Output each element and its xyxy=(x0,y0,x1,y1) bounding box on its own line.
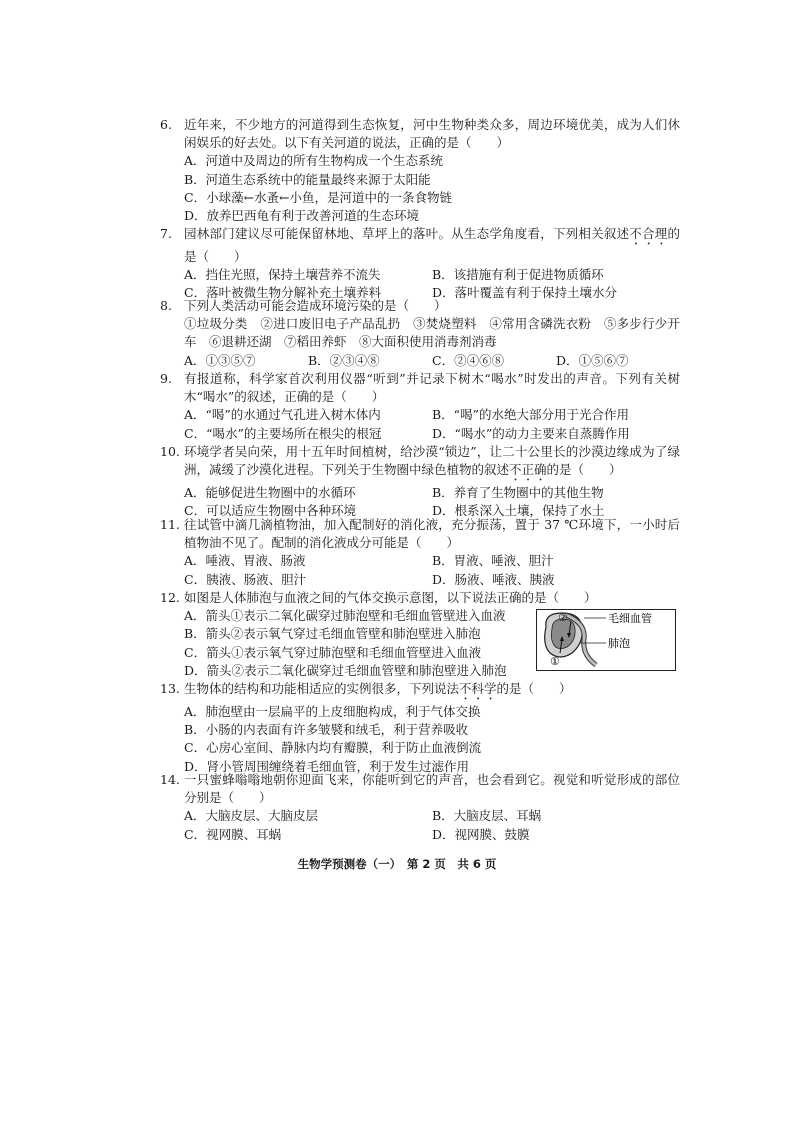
option-d: D．箭头②表示二氧化碳穿过毛细血管壁和肺泡壁进入肺泡 xyxy=(184,662,507,678)
stem-part: 园林部门建议尽可能保留林地、草坪上的落叶。从生态学角度看，下列相关叙述 xyxy=(184,226,630,241)
stem-part: 的是（ ） xyxy=(546,462,622,478)
option-d: D．放养巴西龟有利于改善河道的生态环境 xyxy=(184,208,420,224)
emphasis-text: 不合理 xyxy=(629,226,668,241)
option-c: C．小球藻←水蚤←小鱼，是河道中的一条食物链 xyxy=(184,189,453,205)
question-items: ①垃圾分类 ②进口废旧电子产品乱扔 ③焚烧塑料 ④常用含磷洗衣粉 ⑤多步行少开车 ⑥退耕还湖 ⑦稻田养虾 ⑧大面积使用消毒剂消毒 xyxy=(184,316,680,350)
question-6 xyxy=(160,116,680,225)
question-stem: 往试管中滴几滴植物油，加入配制好的消化液，充分振荡，置于 37 ℃环境下，一小时后植物油不见了。配制的消化液成分可能是（ ） xyxy=(184,517,680,551)
option-d: D．“喝水”的动力主要来自蒸腾作用 xyxy=(432,425,630,441)
option-b: B．箭头②表示氧气穿过毛细血管壁和肺泡壁进入肺泡 xyxy=(184,626,481,642)
stem-part: 环境学者吴向荣，用十五年时间植树，给沙漠“锁边”，让二十公里长的沙漠边缘成为了绿洲，减缓了沙漠化进程。下列关于生物圈中绿色植物的叙述 xyxy=(184,444,680,478)
emphasis-text: 不正确 xyxy=(509,462,547,478)
stem-part: 生物体的结构和功能相适应的实例很多，下列说法 xyxy=(184,681,460,696)
question-stem: 有报道称，科学家首次利用仪器“听到”并记录下树木“喝水”时发出的声音。下列有关树木“喝水”的叙述，正确的是（ ） xyxy=(184,371,680,405)
question-number: 12. xyxy=(160,590,180,605)
question-stem: 下列人类活动可能会造成环境污染的是（ ） xyxy=(184,298,447,313)
page-footer: 生物学预测卷（一） 第 2 页 共 6 页 xyxy=(297,857,497,871)
emphasis-text: 不科学 xyxy=(459,681,497,696)
arrow-2-label: ② xyxy=(558,611,568,624)
option-c: C．胰液、肠液、胆汁 xyxy=(184,571,307,587)
option-a: A．挡住光照，保持土壤营养不流失 xyxy=(184,267,381,283)
question-10 xyxy=(160,443,680,521)
option-d: D．视网膜、鼓膜 xyxy=(432,826,530,842)
question-stem: 近年来，不少地方的河道得到生态恢复，河中生物种类众多，周边环境优美，成为人们休闲娱乐的好去处。以下有关河道的说法，正确的是（ ） xyxy=(184,117,680,151)
alveolus-diagram xyxy=(536,609,676,671)
option-a: A．河道中及周边的所有生物构成一个生态系统 xyxy=(184,153,444,169)
question-7 xyxy=(160,225,680,303)
option-d: D．肠液、唾液、胰液 xyxy=(432,571,555,587)
question-number: 7. xyxy=(160,226,172,241)
option-c: C．箭头①表示氧气穿过肺泡壁和毛细血管壁进入血液 xyxy=(184,644,482,660)
question-number: 13. xyxy=(160,681,180,696)
option-b: B．河道生态系统中的能量最终来源于太阳能 xyxy=(184,171,431,187)
option-b: B．②③④⑧ xyxy=(308,352,380,368)
question-stem xyxy=(184,680,680,703)
question-number: 10. xyxy=(160,444,180,459)
capillary-label: 毛细血管 xyxy=(608,612,652,625)
question-number: 6. xyxy=(160,117,172,132)
option-a: A．能够促进生物圈中的水循环 xyxy=(184,485,356,501)
option-b: B．大脑皮层、耳蜗 xyxy=(432,808,542,824)
option-c: C．视网膜、耳蜗 xyxy=(184,826,282,842)
stem-part: 的是（ ） xyxy=(496,681,572,696)
question-stem xyxy=(184,443,680,484)
option-b: B．小肠的内表面有许多皱襞和绒毛，利于营养吸收 xyxy=(184,722,469,738)
option-d: D．落叶覆盖有利于保持土壤水分 xyxy=(432,285,618,301)
option-c: C．可以适应生物圈中各种环境 xyxy=(184,503,357,519)
option-a: A．箭头①表示二氧化碳穿过肺泡壁和毛细血管壁进入血液 xyxy=(184,608,506,624)
question-14 xyxy=(160,771,680,844)
question-9 xyxy=(160,370,680,443)
question-stem: 如图是人体肺泡与血液之间的气体交换示意图，以下说法正确的是（ ） xyxy=(184,590,597,605)
question-number: 14. xyxy=(160,772,180,787)
option-c: C．②④⑥⑧ xyxy=(432,352,505,368)
question-stem xyxy=(184,225,680,266)
option-c: C．落叶被微生物分解补充土壤养料 xyxy=(184,285,382,301)
option-d: D．①⑤⑥⑦ xyxy=(556,352,629,368)
question-stem: 一只蜜蜂嗡嗡地朝你迎面飞来，你能听到它的声音，也会看到它。视觉和听觉形成的部位分别是（ ） xyxy=(184,772,680,806)
question-number: 8. xyxy=(160,298,172,313)
alveolus-gas-exchange-figure xyxy=(536,609,676,671)
option-b: B．胃液、唾液、胆汁 xyxy=(432,553,554,569)
stem-part: 的是（ ） xyxy=(184,226,680,264)
option-a: A．大脑皮层、大脑皮层 xyxy=(184,808,319,824)
question-number: 11. xyxy=(160,517,180,532)
option-c: C．“喝水”的主要场所在根尖的根冠 xyxy=(184,425,382,441)
option-a: A．①③⑤⑦ xyxy=(184,352,256,368)
option-a: A．唾液、胃液、肠液 xyxy=(184,553,306,569)
question-number: 9. xyxy=(160,371,172,386)
option-b: B．该措施有利于促进物质循环 xyxy=(432,267,604,283)
question-11 xyxy=(160,516,680,589)
option-a: A．“喝”的水通过气孔进入树木体内 xyxy=(184,407,381,423)
option-c: C．心房心室间、静脉内均有瓣膜，利于防止血液倒流 xyxy=(184,740,482,756)
option-d: D．根系深入土壤，保持了水土 xyxy=(432,503,605,519)
option-d: D．肾小管周围缠绕着毛细血管，利于发生过滤作用 xyxy=(184,758,470,774)
question-8 xyxy=(160,297,680,370)
question-13 xyxy=(160,680,680,776)
option-b: B．养育了生物圈中的其他生物 xyxy=(432,485,604,501)
option-a: A．肺泡壁由一层扁平的上皮细胞构成，利于气体交换 xyxy=(184,704,481,719)
alveolus-label: 肺泡 xyxy=(608,637,630,650)
arrow-1-label: ① xyxy=(550,655,560,668)
option-b: B．“喝”的水绝大部分用于光合作用 xyxy=(432,407,629,423)
